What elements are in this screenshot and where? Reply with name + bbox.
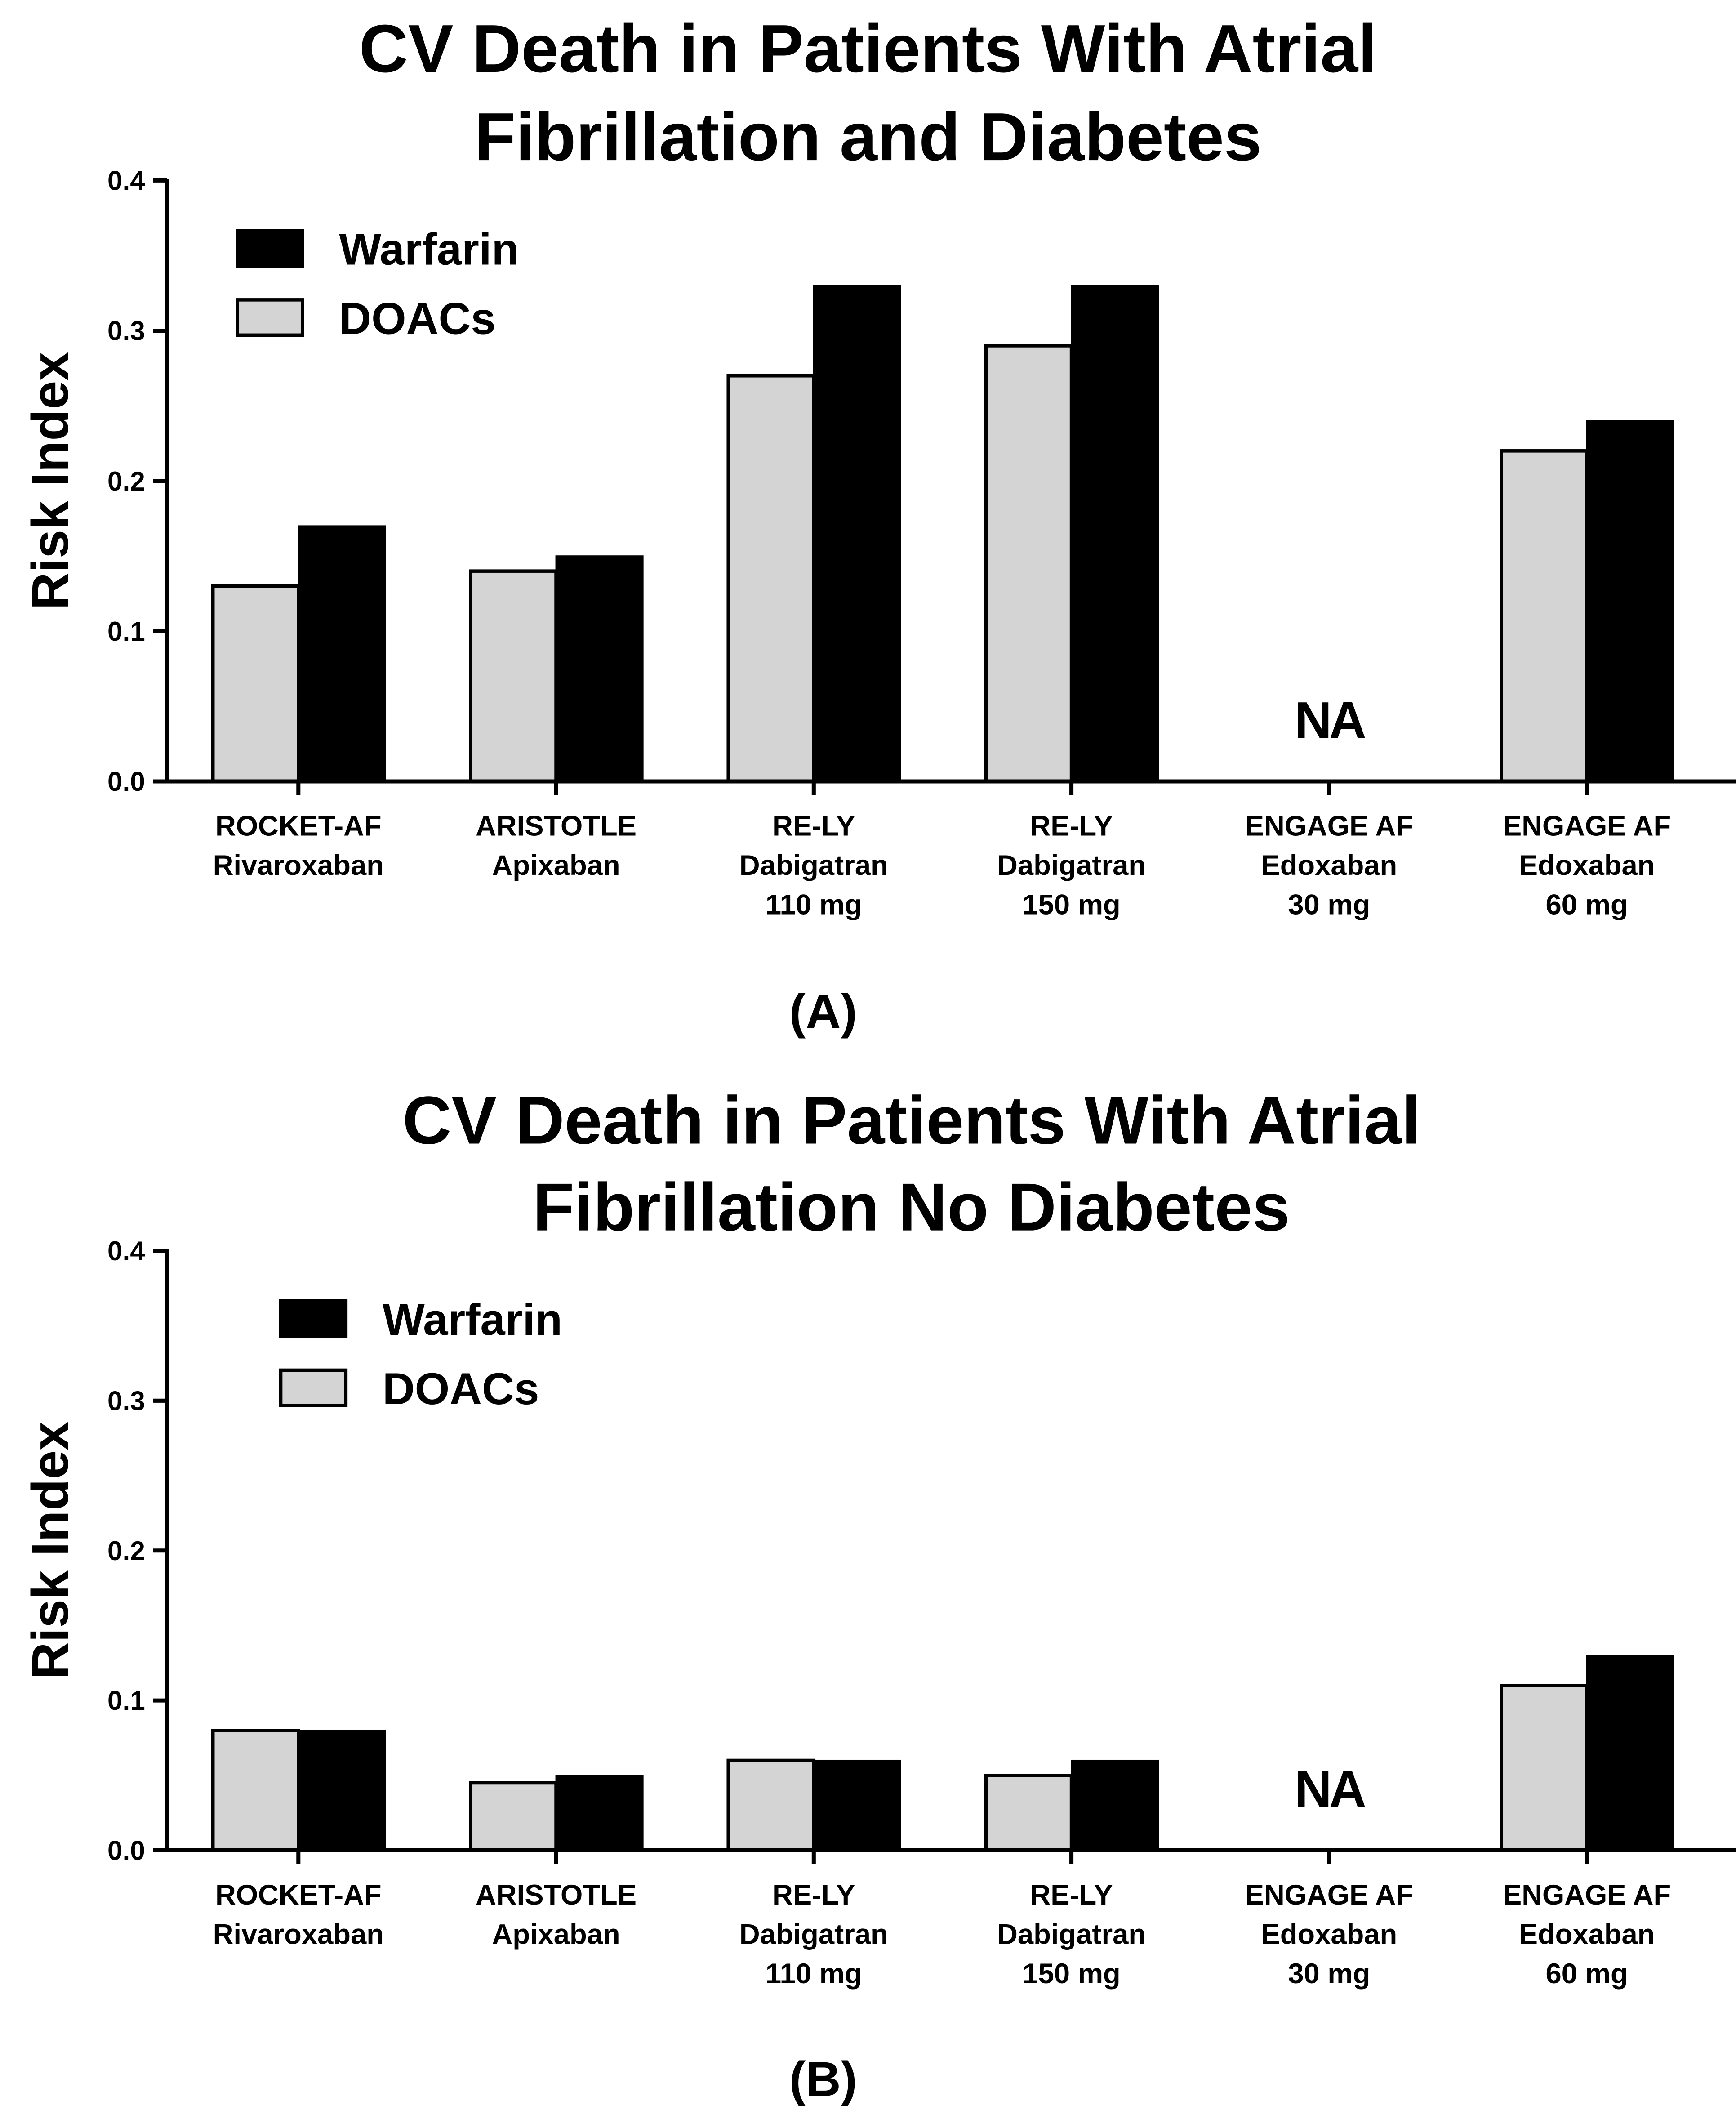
y-tick-label: 0.0 — [107, 766, 145, 797]
bar-warfarin — [1587, 421, 1674, 781]
na-annotation: NA — [1295, 1760, 1364, 1818]
chart-title: Fibrillation and Diabetes — [474, 98, 1262, 175]
legend-label: Warfarin — [339, 224, 519, 275]
bar-doacs — [986, 1775, 1071, 1851]
x-tick-label: ENGAGE AF — [1245, 810, 1413, 842]
chart-panel-b — [22, 1082, 1736, 2107]
bar-warfarin — [298, 526, 385, 781]
bar-doacs — [471, 1783, 556, 1850]
x-tick-label: Rivaroxaban — [213, 850, 384, 882]
y-axis-label: Risk Index — [21, 1422, 79, 1680]
x-tick-label: Edoxaban — [1518, 850, 1655, 882]
y-axis-label: Risk Index — [21, 352, 79, 610]
y-tick-label: 0.0 — [107, 1835, 145, 1866]
y-tick-label: 0.4 — [107, 1236, 145, 1267]
x-tick-label: Dabigatran — [739, 850, 888, 882]
legend-swatch-doacs — [237, 300, 303, 335]
x-tick-label: 60 mg — [1545, 889, 1628, 921]
x-tick-label: ROCKET-AF — [215, 810, 382, 842]
y-tick-label: 0.4 — [107, 165, 145, 196]
bar-warfarin — [298, 1731, 385, 1851]
legend-label: DOACs — [339, 294, 496, 344]
y-tick-label: 0.2 — [107, 1535, 145, 1566]
x-tick-label: 30 mg — [1288, 1958, 1371, 1990]
x-tick-label: ENGAGE AF — [1245, 1879, 1413, 1911]
x-tick-label: Apixaban — [492, 1918, 620, 1950]
bar-doacs — [1501, 451, 1587, 781]
legend-label: DOACs — [382, 1364, 539, 1414]
panel-label: (A) — [789, 985, 857, 1039]
x-tick-label: Dabigatran — [997, 1918, 1146, 1950]
x-tick-label: 60 mg — [1545, 1958, 1628, 1990]
bar-warfarin — [1072, 286, 1158, 781]
bar-warfarin — [1072, 1760, 1158, 1850]
x-tick-label: ENGAGE AF — [1502, 810, 1671, 842]
bar-warfarin — [1587, 1655, 1674, 1850]
bar-doacs — [1501, 1686, 1587, 1851]
x-tick-label: Rivaroxaban — [213, 1918, 384, 1950]
x-tick-label: 110 mg — [765, 1958, 862, 1990]
x-tick-label: ROCKET-AF — [215, 1879, 382, 1911]
x-tick-label: RE-LY — [772, 1879, 855, 1911]
chart-title: CV Death in Patients With Atrial — [359, 10, 1377, 86]
panel-label: (B) — [789, 2052, 857, 2107]
legend-swatch-doacs — [281, 1370, 346, 1405]
x-tick-label: 30 mg — [1288, 889, 1371, 921]
bar-warfarin — [814, 286, 900, 781]
y-tick-label: 0.2 — [107, 465, 145, 496]
chart-title: CV Death in Patients With Atrial — [402, 1082, 1420, 1158]
na-annotation: NA — [1295, 691, 1364, 749]
bar-doacs — [728, 1760, 814, 1850]
y-tick-label: 0.1 — [107, 616, 145, 647]
x-tick-label: Apixaban — [492, 850, 620, 882]
bar-warfarin — [814, 1760, 900, 1850]
x-tick-label: Dabigatran — [739, 1918, 888, 1950]
x-tick-label: Edoxaban — [1518, 1918, 1655, 1950]
bar-doacs — [471, 571, 556, 781]
legend-swatch-warfarin — [281, 1301, 346, 1336]
x-tick-label: Edoxaban — [1261, 850, 1398, 882]
bar-doacs — [213, 586, 298, 781]
y-tick-label: 0.3 — [107, 1385, 145, 1416]
x-tick-label: Edoxaban — [1261, 1918, 1398, 1950]
bar-doacs — [728, 376, 814, 781]
y-tick-label: 0.1 — [107, 1685, 145, 1716]
bar-doacs — [986, 346, 1071, 781]
x-tick-label: 110 mg — [765, 889, 862, 921]
legend-swatch-warfarin — [237, 231, 303, 266]
legend-label: Warfarin — [382, 1294, 562, 1345]
bar-warfarin — [556, 1775, 643, 1851]
x-tick-label: 150 mg — [1022, 1958, 1121, 1990]
x-tick-label: ARISTOTLE — [476, 1879, 637, 1911]
bar-warfarin — [556, 556, 643, 781]
x-tick-label: ARISTOTLE — [476, 810, 637, 842]
bar-doacs — [213, 1731, 298, 1851]
chart-title: Fibrillation No Diabetes — [533, 1169, 1290, 1245]
y-tick-label: 0.3 — [107, 315, 145, 346]
x-tick-label: RE-LY — [1030, 1879, 1113, 1911]
x-tick-label: RE-LY — [1030, 810, 1113, 842]
x-tick-label: Dabigatran — [997, 850, 1146, 882]
x-tick-label: RE-LY — [772, 810, 855, 842]
chart-panel-a — [22, 10, 1736, 1039]
x-tick-label: ENGAGE AF — [1502, 1879, 1671, 1911]
x-tick-label: 150 mg — [1022, 889, 1121, 921]
